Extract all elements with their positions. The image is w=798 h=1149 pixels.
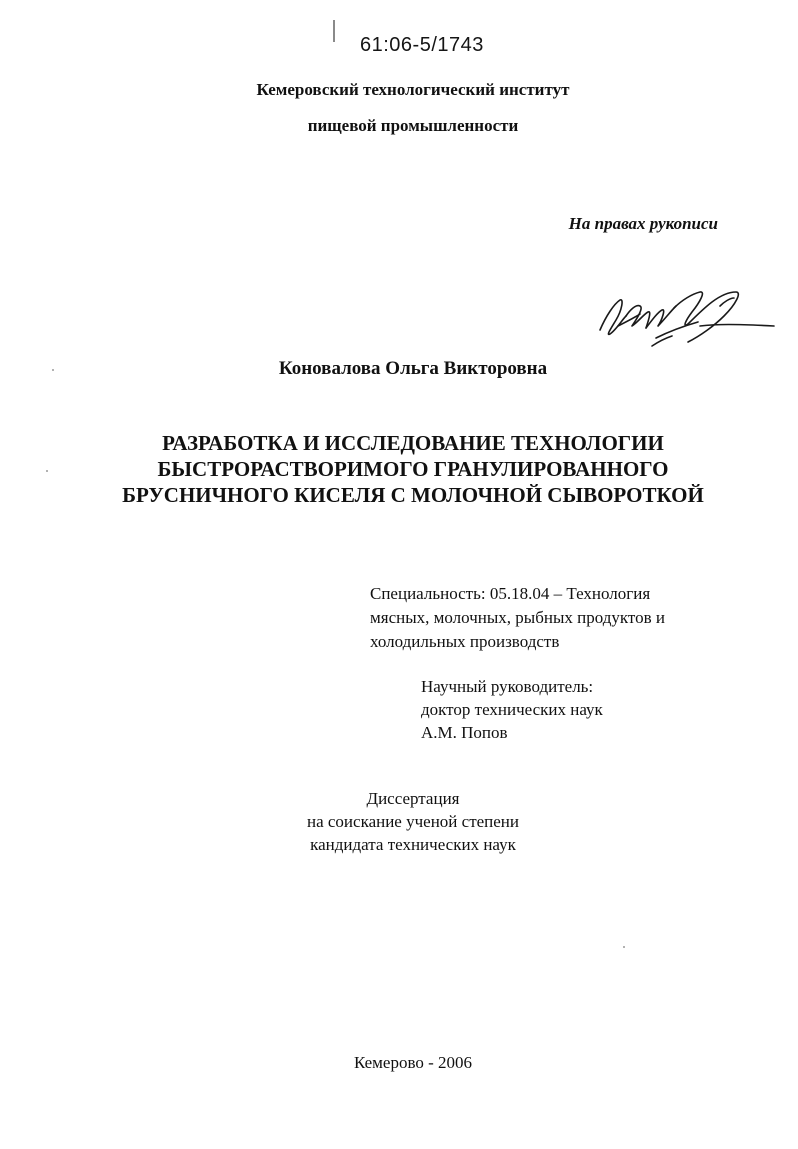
author-name: Коновалова Ольга Викторовна	[278, 358, 548, 379]
dissertation-line-3: кандидата технических наук	[310, 835, 516, 854]
advisor-line-1: Научный руководитель:	[421, 677, 594, 696]
handwritten-signature	[596, 286, 776, 356]
dissertation-line-1: Диссертация	[366, 789, 460, 808]
dissertation-degree-block	[0, 787, 798, 856]
manuscript-rights-note: На правах рукописи	[568, 214, 718, 233]
speciality-line-1: Специальность: 05.18.04 – Технология	[370, 584, 651, 603]
speciality-block	[370, 582, 665, 654]
scan-speck	[46, 470, 48, 472]
advisor-line-2: доктор технических наук	[421, 700, 603, 719]
scan-mark	[333, 20, 335, 42]
title-line-3: БРУСНИЧНОГО КИСЕЛЯ С МОЛОЧНОЙ СЫВОРОТКОЙ	[122, 483, 704, 507]
advisor-block	[421, 675, 603, 744]
speciality-line-2: мясных, молочных, рыбных продуктов и	[370, 608, 666, 627]
scan-speck	[52, 369, 54, 371]
institute-name-line-2: пищевой промышленности	[307, 116, 519, 135]
title-line-2: БЫСТРОРАСТВОРИМОГО ГРАНУЛИРОВАННОГО	[157, 457, 669, 481]
city-year-footer: Кемерово - 2006	[353, 1053, 473, 1072]
institute-name-line-1: Кемеровский технологический институт	[256, 80, 570, 99]
dissertation-line-2: на соискание ученой степени	[306, 812, 520, 831]
dissertation-title	[0, 430, 798, 508]
title-line-1: РАЗРАБОТКА И ИССЛЕДОВАНИЕ ТЕХНОЛОГИИ	[162, 431, 664, 455]
advisor-line-3: А.М. Попов	[421, 723, 508, 742]
document-code: 61:06-5/1743	[360, 34, 484, 56]
speciality-line-3: холодильных производств	[370, 632, 560, 651]
scan-speck	[623, 946, 625, 948]
